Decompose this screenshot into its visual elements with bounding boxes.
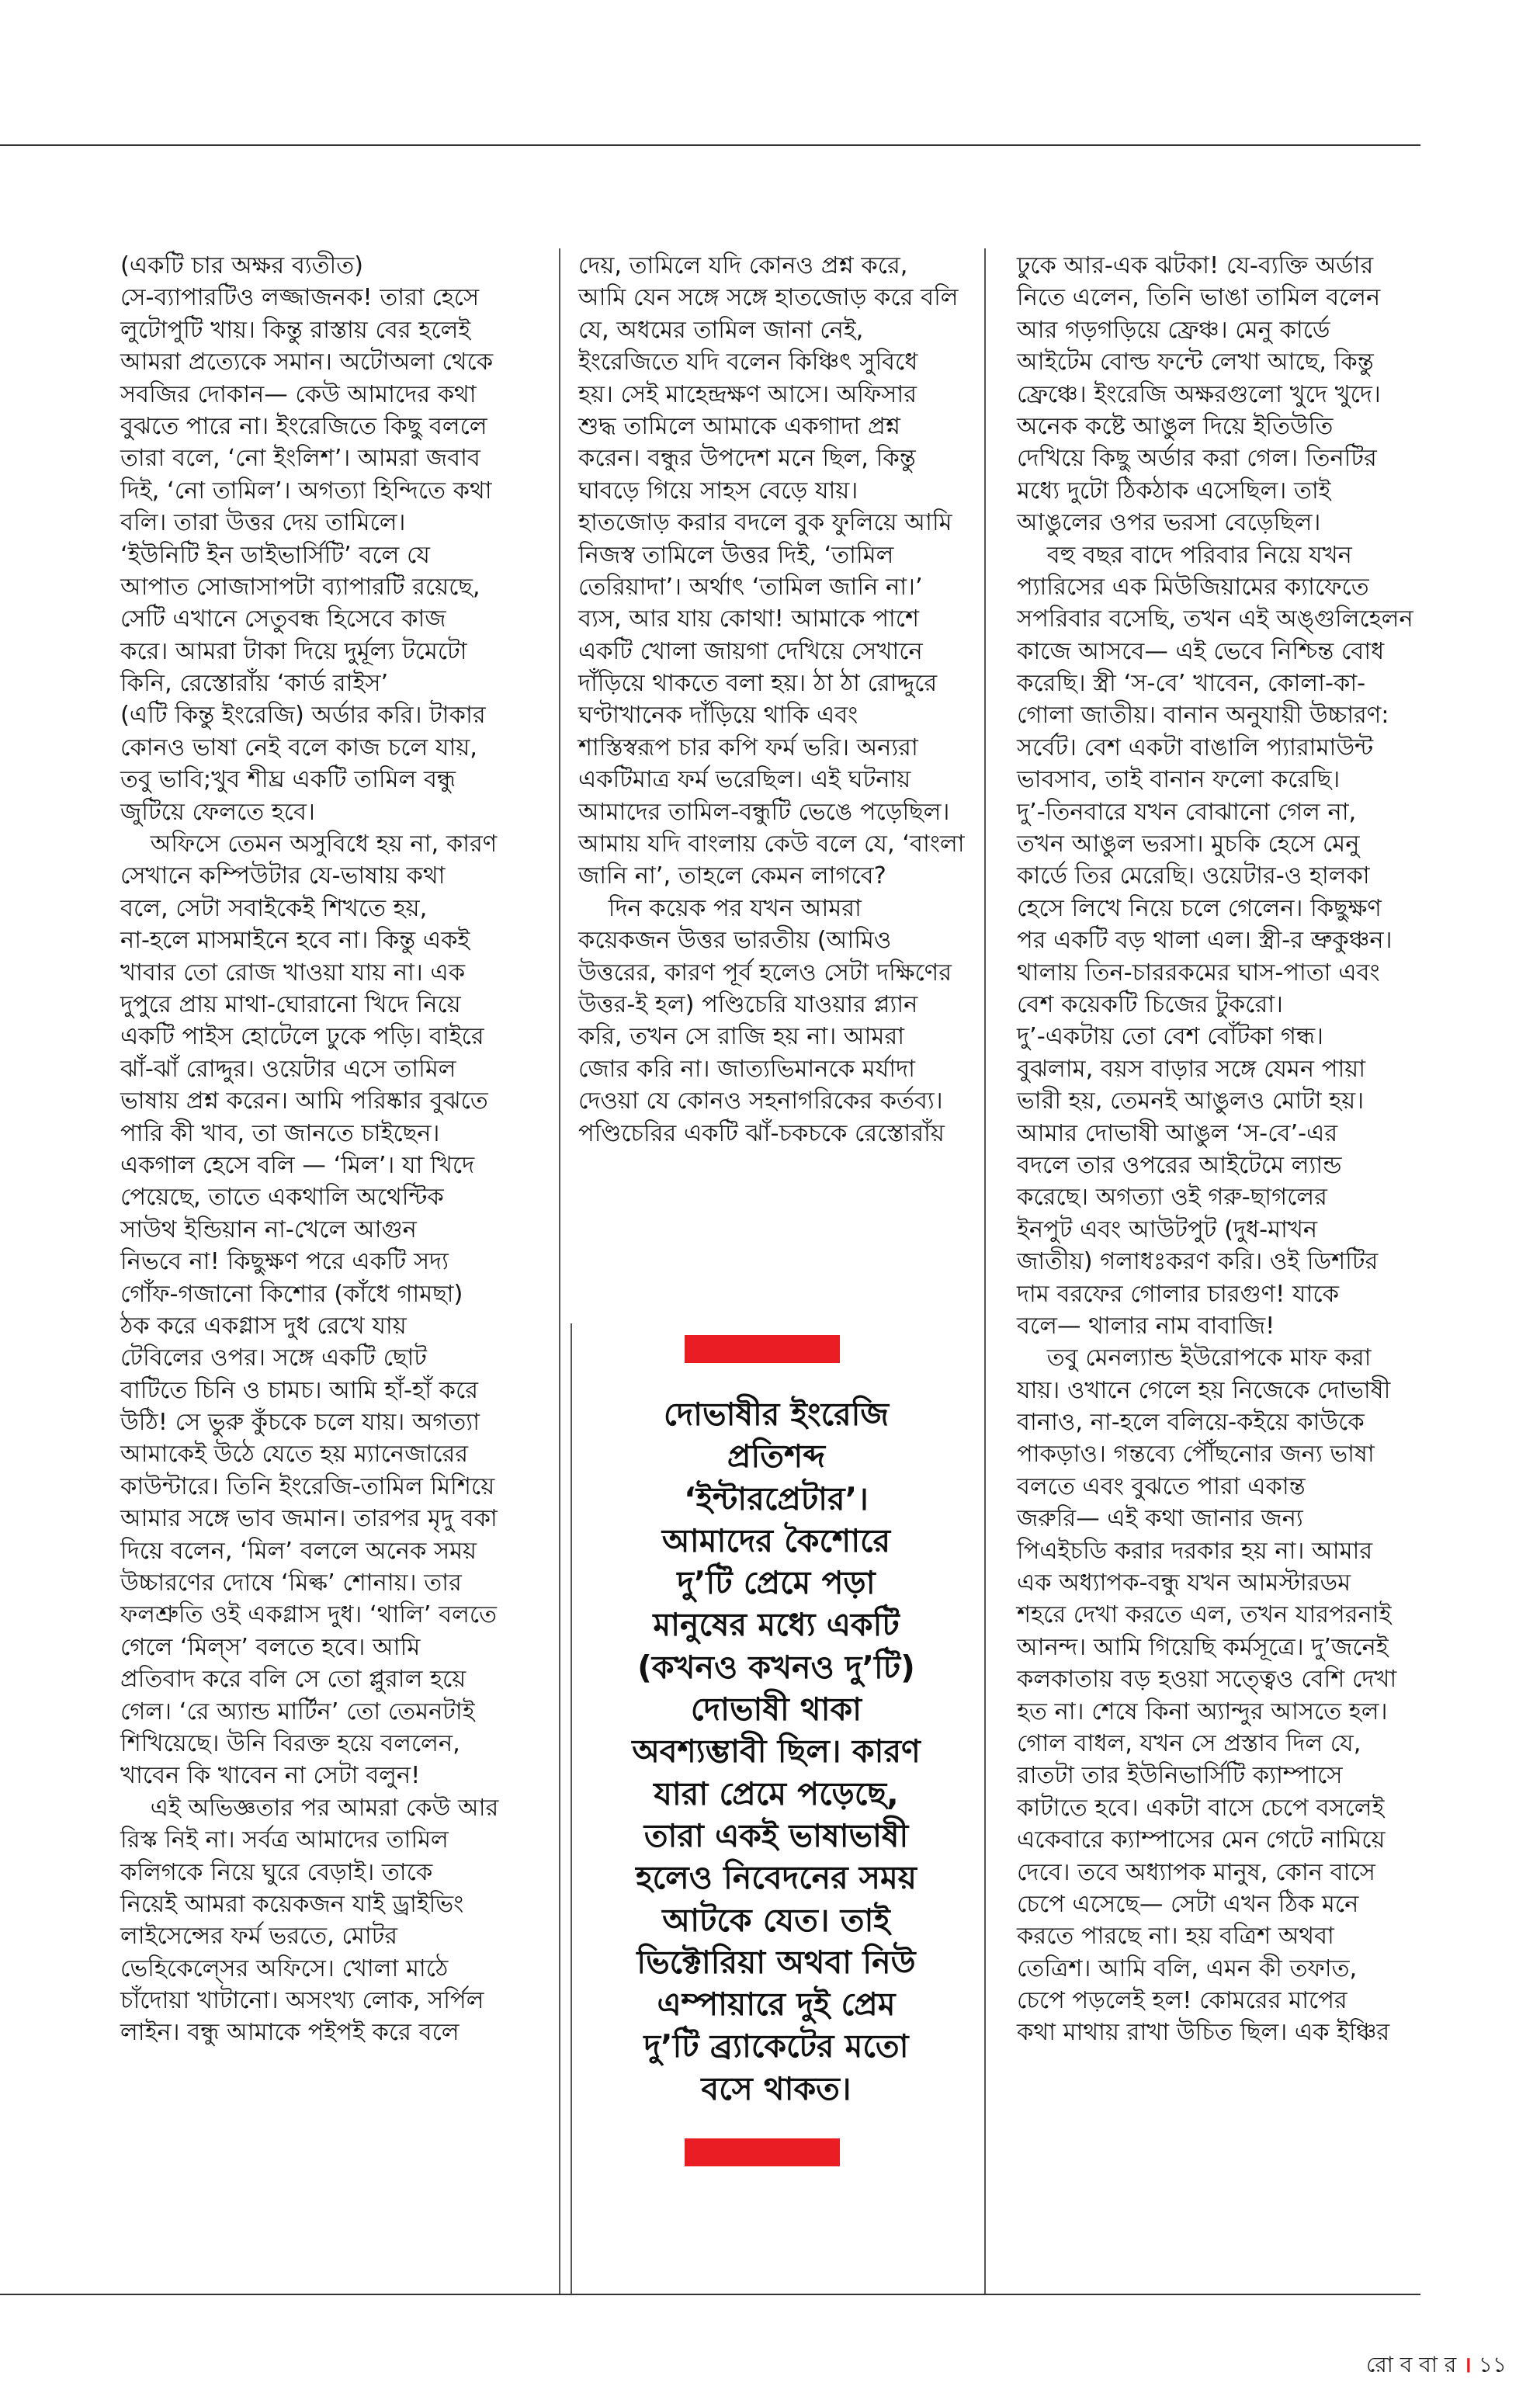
pullquote-bottom-bar — [685, 2138, 840, 2166]
text-line: জানি না’, তাহলে কেমন লাগবে? — [578, 862, 886, 890]
text-line: দিই, ‘নো তামিল’। অগত্যা হিন্দিতে কথা — [120, 477, 492, 505]
text-line: তবু মেনল্যান্ড ইউরোপকে মাফ করা — [1017, 1344, 1372, 1372]
text-line: আপাত সোজাসাপটা ব্যাপারটি রয়েছে, — [120, 573, 480, 601]
text-line: সবজির দোকান— কেউ আমাদের কথা — [120, 380, 477, 408]
text-line: আর গড়গড়িয়ে ফ্রেঞ্চ। মেনু কার্ডে — [1017, 316, 1330, 344]
text-line: দেবে। তবে অধ্যাপক মানুষ, কোন বাসে — [1017, 1858, 1375, 1886]
pullquote-line: ভিক্টোরিয়া অথবা নিউ — [636, 1943, 916, 1981]
text-line: একটিমাত্র ফর্ম ভরেছিল। এই ঘটনায় — [578, 766, 911, 794]
text-line: বলে— থালার নাম বাবাজি! — [1017, 1312, 1275, 1340]
text-line: থালায় তিন-চাররকমের ঘাস-পাতা এবং — [1017, 959, 1380, 987]
text-line: আমার সঙ্গে ভাব জমান। তারপর মৃদু বকা — [120, 1505, 498, 1533]
text-line: সর্বেট। বেশ একটা বাঙালি প্যারামাউন্ট — [1017, 734, 1374, 761]
text-line: দাঁড়িয়ে থাকতে বলা হয়। ঠা ঠা রোদ্দুরে — [578, 670, 938, 698]
text-line: করে। আমরা টাকা দিয়ে দুর্মূল্য টমেটো — [120, 637, 467, 665]
magazine-name: রো ব বা র — [1366, 2352, 1457, 2377]
article-column-2 — [578, 250, 986, 1150]
text-line: করতে পারছে না। হয় বত্রিশ অথবা — [1017, 1923, 1334, 1951]
pullquote-line: তারা একই ভাষাভাষী — [643, 1816, 909, 1854]
page-footer — [1366, 2348, 1507, 2384]
text-line: আনন্দ। আমি গিয়েছি কর্মসূত্রে। দু’জনেই — [1017, 1633, 1389, 1661]
text-line: হেসে লিখে নিয়ে চলে গেলেন। কিছুক্ষণ — [1017, 894, 1382, 922]
text-line: সপরিবার বসেছি, তখন এই অঙ্গুলিহেলন — [1017, 605, 1413, 633]
pullquote-line: দোভাষীর ইংরেজি — [663, 1396, 890, 1433]
text-line: লাইন। বন্ধু আমাকে পইপই করে বলে — [120, 2019, 460, 2047]
text-line: চেপে এসেছে— সেটা এখন ঠিক মনে — [1017, 1890, 1359, 1918]
pullquote-line: যারা প্রেমে পড়েছে, — [654, 1774, 899, 1812]
text-line: করেছি। স্ত্রী ‘স-বে’ খাবেন, কোলা-কা- — [1017, 670, 1366, 698]
pullquote-line: হলেও নিবেদনের সময় — [636, 1859, 917, 1897]
text-line: কথা মাথায় রাখা উচিত ছিল। এক ইঞ্চির — [1017, 2019, 1390, 2047]
text-line: হত না। শেষে কিনা অ্যান্দুর আসতে হল। — [1017, 1698, 1388, 1725]
text-line: দু’-তিনবারে যখন বোঝানো গেল না, — [1017, 798, 1357, 826]
text-line: কয়েকজন উত্তর ভারতীয় (আমিও — [578, 927, 892, 955]
article-column-3 — [1017, 250, 1420, 2049]
text-line: ইনপুট এবং আউটপুট (দুধ-মাখন — [1017, 1216, 1318, 1243]
pullquote-line: দু’টি ব্র্যাকেটের মতো — [643, 2027, 909, 2065]
text-line: একেবারে ক্যাম্পাসের মেন গেটে নামিয়ে — [1017, 1826, 1386, 1854]
text-line: হাতজোড় করার বদলে বুক ফুলিয়ে আমি — [578, 509, 952, 537]
text-line: রিস্ক নিই না। সর্বত্র আমাদের তামিল — [120, 1826, 449, 1854]
text-line: জরুরি— এই কথা জানার জন্য — [1017, 1505, 1303, 1533]
text-line: বানাও, না-হলে বলিয়ে-কইয়ে কাউকে — [1017, 1409, 1365, 1437]
text-line: বদলে তার ওপরের আইটেমে ল্যান্ড — [1017, 1151, 1342, 1179]
text-line: পাকড়াও। গন্তব্যে পৌঁছনোর জন্য ভাষা — [1017, 1441, 1375, 1469]
text-line: কলিগকে নিয়ে ঘুরে বেড়াই। তাকে — [120, 1858, 433, 1886]
text-line: আমি যেন সঙ্গে সঙ্গে হাতজোড় করে বলি — [578, 284, 959, 312]
text-line: বলতে এবং বুঝতে পারা একান্ত — [1017, 1472, 1306, 1500]
text-line: খাবার তো রোজ খাওয়া যায় না। এক — [120, 959, 466, 987]
pullquote-line: আমাদের কৈশোরে — [661, 1521, 891, 1559]
footer-separator: । — [1463, 2352, 1472, 2377]
article-column-1 — [120, 250, 539, 2049]
text-line: চেপে পড়লেই হল! কোমরের মাপের — [1017, 1987, 1348, 2015]
text-line: বাটিতে চিনি ও চামচ। আমি হাঁ-হাঁ করে — [120, 1376, 478, 1404]
text-line: কাজে আসবে— এই ভেবে নিশ্চিন্ত বোধ — [1017, 637, 1385, 665]
text-line: দিয়ে বলেন, ‘মিল’ বললে অনেক সময় — [120, 1537, 477, 1565]
pullquote-line: প্রতিশব্দ — [727, 1438, 826, 1476]
text-line: ঠক করে একগ্লাস দুধ রেখে যায় — [120, 1312, 407, 1340]
text-line: একটি পাইস হোটেলে ঢুকে পড়ি। বাইরে — [120, 1023, 484, 1051]
text-line: সে-ব্যাপারটিও লজ্জাজনক! তারা হেসে — [120, 284, 480, 312]
text-line: শিখিয়েছে। উনি বিরক্ত হয়ে বললেন, — [120, 1729, 460, 1757]
page-number: ১১ — [1478, 2352, 1507, 2377]
text-line: ভাবসাব, তাই বানান ফলো করেছি। — [1017, 766, 1341, 794]
text-line: ঘাবড়ে গিয়ে সাহস বেড়ে যায়। — [578, 477, 858, 505]
text-line: চাঁদোয়া খাটানো। অসংখ্য লোক, সর্পিল — [120, 1987, 484, 2015]
text-line: তেত্রিশ। আমি বলি, এমন কী তফাত, — [1017, 1954, 1358, 1982]
text-line: দেওয়া যে কোনও সহনাগরিকের কর্তব্য। — [578, 1087, 943, 1115]
text-line: ফলশ্রুতি ওই একগ্লাস দুধ। ‘থালি’ বলতে — [120, 1601, 497, 1629]
text-line: শাস্তিস্বরূপ চার কপি ফর্ম ভরি। অন্যরা — [578, 734, 918, 761]
text-line: ঢুকে আর-এক ঝটকা! যে-ব্যক্তি অর্ডার — [1017, 252, 1374, 279]
text-line: করেছে। অগত্যা ওই গরু-ছাগলের — [1017, 1184, 1327, 1212]
top-rule — [0, 144, 1420, 146]
text-line: আমাকেই উঠে যেতে হয় ম্যানেজারের — [120, 1441, 469, 1469]
text-line: দেখিয়ে কিছু অর্ডার করা গেল। তিনটির — [1017, 445, 1377, 473]
text-line: সাউথ ইন্ডিয়ান না-খেলে আগুন — [120, 1216, 417, 1243]
text-line: শহরে দেখা করতে এল, তখন যারপরনাই — [1017, 1601, 1392, 1629]
pullquote-line: ‘ইন্টারপ্রেটার’। — [684, 1479, 869, 1517]
text-line: প্যারিসের এক মিউজিয়ামের ক্যাফেতে — [1017, 573, 1369, 601]
text-line: নিয়েই আমরা কয়েকজন যাই ড্রাইভিং — [120, 1890, 464, 1918]
text-line: দুপুরে প্রায় মাথা-ঘোরানো খিদে নিয়ে — [120, 990, 461, 1018]
text-line: গেল। ‘রে অ্যান্ড মার্টিন’ তো তেমনটাই — [120, 1698, 475, 1725]
text-line: কোনও ভাষা নেই বলে কাজ চলে যায়, — [120, 734, 478, 761]
text-line: যে, অধমের তামিল জানা নেই, — [578, 316, 864, 344]
text-line: নিজস্ব তামিলে উত্তর দিই, ‘তামিল — [578, 541, 894, 569]
text-line: তারা বলে, ‘নো ইংলিশ’। আমরা জবাব — [120, 445, 480, 473]
text-line: বলি। তারা উত্তর দেয় তামিলে। — [120, 509, 406, 537]
text-line: ‘ইউনিটি ইন ডাইভার্সিটি’ বলে যে — [120, 541, 430, 569]
text-line: ব্যস, আর যায় কোথা! আমাকে পাশে — [578, 605, 920, 633]
text-line: ভেহিকেল্সের অফিসে। খোলা মাঠে — [120, 1954, 449, 1982]
text-line: হয়। সেই মাহেন্দ্রক্ষণ আসে। অফিসার — [578, 380, 917, 408]
text-line: বুঝলাম, বয়স বাড়ার সঙ্গে যেমন পায়া — [1017, 1055, 1366, 1083]
bottom-rule — [0, 2294, 1420, 2295]
text-line: দেয়, তামিলে যদি কোনও প্রশ্ন করে, — [578, 252, 908, 279]
text-line: জাতীয়) গলাধঃকরণ করি। ওই ডিশটির — [1017, 1248, 1379, 1276]
text-line: খাবেন কি খাবেন না সেটা বলুন! — [120, 1762, 421, 1790]
text-line: পেয়েছে, তাতে একথালি অথেন্টিক — [120, 1184, 444, 1212]
text-line: লুটোপুটি খায়। কিন্তু রাস্তায় বের হলেই — [120, 316, 471, 344]
text-line: রাতটা তার ইউনিভার্সিটি ক্যাম্পাসে — [1017, 1762, 1343, 1790]
column-divider-1 — [559, 248, 560, 2294]
text-line: ঝাঁ-ঝাঁ রোদ্দুর। ওয়েটার এসে তামিল — [120, 1055, 456, 1083]
text-line: ভারী হয়, তেমনই আঙুলও মোটা হয়। — [1017, 1087, 1365, 1115]
text-line: কাউন্টারে। তিনি ইংরেজি-তামিল মিশিয়ে — [120, 1472, 495, 1500]
text-line: উঠি! সে ভুরু কুঁচকে চলে যায়। অগত্যা — [120, 1409, 480, 1437]
text-line: আইটেম বোল্ড ফন্টে লেখা আছে, কিন্তু — [1017, 349, 1374, 376]
text-line: কলকাতায় বড় হওয়া সত্ত্বেও বেশি দেখা — [1017, 1666, 1397, 1694]
text-line: আঙুলের ওপর ভরসা বেড়েছিল। — [1017, 509, 1321, 537]
text-line: অফিসে তেমন অসুবিধে হয় না, কারণ — [120, 831, 498, 858]
pullquote-line: (কখনও কখনও দু’টি) — [637, 1648, 915, 1686]
text-line: জোর করি না। জাত্যভিমানকে মর্যাদা — [578, 1055, 915, 1083]
text-line: লাইসেন্সের ফর্ম ভরতে, মোটর — [120, 1923, 398, 1951]
text-line: গেলে ‘মিল্স’ বলতে হবে। আমি — [120, 1633, 421, 1661]
text-line: বলে, সেটা সবাইকেই শিখতে হয়, — [120, 894, 428, 922]
pullquote-line: অবশ্যম্ভাবী ছিল। কারণ — [632, 1732, 921, 1770]
text-line: ইংরেজিতে যদি বলেন কিঞ্চিৎ সুবিধে — [578, 349, 918, 376]
text-line: পারি কী খাব, তা জানতে চাইছেন। — [120, 1119, 440, 1147]
text-line: আমার দোভাষী আঙুল ‘স-বে’-এর — [1017, 1119, 1338, 1147]
text-line: অনেক কষ্টে আঙুল দিয়ে ইতিউতি — [1017, 412, 1334, 440]
text-line: পর একটি বড় থালা এল। স্ত্রী-র ভ্রুকুঞ্চন। — [1017, 927, 1393, 955]
text-line: শুদ্ধ তামিলে আমাকে একগাদা প্রশ্ন — [578, 412, 900, 440]
text-line: এক অধ্যাপক-বন্ধু যখন আমস্টারডম — [1017, 1569, 1351, 1597]
text-line: বেশ কয়েকটি চিজের টুকরো। — [1017, 990, 1283, 1018]
text-line: কাটাতে হবে। একটা বাসে চেপে বসলেই — [1017, 1794, 1385, 1822]
text-line: সেটি এখানে সেতুবন্ধ হিসেবে কাজ — [120, 605, 446, 633]
pullquote-line: এম্পায়ারে দুই প্রেম — [657, 1985, 896, 2024]
text-line: তখন আঙুল ভরসা। মুচকি হেসে মেনু — [1017, 831, 1360, 858]
text-line: তেরিয়াদা’। অর্থাৎ ‘তামিল জানি না।’ — [578, 573, 923, 601]
text-line: নিতে এলেন, তিনি ভাঙা তামিল বলেন — [1017, 284, 1381, 312]
text-line: একগাল হেসে বলি — ‘মিল’। যা খিদে — [120, 1151, 475, 1179]
text-line: (একটি চার অক্ষর ব্যতীত) — [120, 252, 364, 279]
text-line: গোল বাধল, যখন সে প্রস্তাব দিল যে, — [1017, 1729, 1361, 1757]
text-line: না-হলে মাসমাইনে হবে না। কিন্তু একই — [120, 927, 470, 955]
text-line: পণ্ডিচেরির একটি ঝাঁ-চকচকে রেস্তোরাঁয় — [578, 1119, 945, 1147]
text-line: আমায় যদি বাংলায় কেউ বলে যে, ‘বাংলা — [578, 831, 965, 858]
text-line: টেবিলের ওপর। সঙ্গে একটি ছোট — [120, 1344, 427, 1372]
text-line: একটি খোলা জায়গা দেখিয়ে সেখানে — [578, 637, 923, 665]
text-line: বুঝতে পারে না। ইংরেজিতে কিছু বললে — [120, 412, 487, 440]
text-line: বহু বছর বাদে পরিবার নিয়ে যখন — [1017, 541, 1352, 569]
pullquote-line: আটকে যেত। তাই — [662, 1901, 890, 1939]
text-line: উত্তর-ই হল) পণ্ডিচেরি যাওয়ার প্ল্যান — [578, 990, 918, 1018]
text-line: গোঁফ-গজানো কিশোর (কাঁধে গামছা) — [120, 1280, 463, 1308]
text-line: ফ্রেঞ্চে। ইংরেজি অক্ষরগুলো খুদে খুদে। — [1017, 380, 1381, 408]
text-line: করি, তখন সে রাজি হয় না। আমরা — [578, 1023, 905, 1051]
text-line: এই অভিজ্ঞতার পর আমরা কেউ আর — [120, 1794, 499, 1822]
pullquote-top-bar — [685, 1335, 840, 1363]
text-line: সেখানে কম্পিউটার যে-ভাষায় কথা — [120, 862, 446, 890]
text-line: পিএইচডি করার দরকার হয় না। আমার — [1017, 1537, 1373, 1565]
pullquote-line: দোভাষী থাকা — [690, 1691, 862, 1729]
pullquote-line: মানুষের মধ্যে একটি — [653, 1606, 900, 1644]
text-line: দিন কয়েক পর যখন আমরা — [578, 894, 862, 922]
text-line: দু’-একটায় তো বেশ বোঁটকা গন্ধ। — [1017, 1023, 1324, 1051]
text-line: ঘণ্টাখানেক দাঁড়িয়ে থাকি এবং — [578, 702, 858, 730]
text-line: নিভবে না! কিছুক্ষণ পরে একটি সদ্য — [120, 1248, 449, 1276]
text-line: দাম বরফের গোলার চারগুণ! যাকে — [1017, 1280, 1340, 1308]
text-line: কার্ডে তির মেরেছি। ওয়েটার-ও হালকা — [1017, 862, 1370, 890]
text-line: উত্তরের, কারণ পূর্ব হলেও সেটা দক্ষিণের — [578, 959, 952, 987]
text-line: উচ্চারণের দোষে ‘মিল্ক’ শোনায়। তার — [120, 1569, 462, 1597]
text-line: কিনি, রেস্তোরাঁয় ‘কার্ড রাইস’ — [120, 670, 389, 698]
text-line: যায়। ওখানে গেলে হয় নিজেকে দোভাষী — [1017, 1376, 1391, 1404]
pullquote-line: বসে থাকত। — [701, 2069, 852, 2107]
text-line: তবু ভাবি;খুব শীঘ্র একটি তামিল বন্ধু — [120, 766, 456, 794]
text-line: আমাদের তামিল-বন্ধুটি ভেঙে পড়েছিল। — [578, 798, 950, 826]
quote-box-left-border — [571, 1323, 572, 2294]
text-line: আমরা প্রত্যেকে সমান। অটোঅলা থেকে — [120, 349, 494, 376]
pullquote — [588, 1393, 964, 2110]
pullquote-line: দু’টি প্রেমে পড়া — [677, 1564, 876, 1602]
text-line: গোলা জাতীয়। বানান অনুযায়ী উচ্চারণ: — [1017, 702, 1389, 730]
text-line: প্রতিবাদ করে বলি সে তো প্লুরাল হয়ে — [120, 1666, 467, 1694]
text-line: মধ্যে দুটো ঠিকঠাক এসেছিল। তাই — [1017, 477, 1331, 505]
text-line: করেন। বন্ধুর উপদেশ মনে ছিল, কিন্তু — [578, 445, 916, 473]
text-line: ভাষায় প্রশ্ন করেন। আমি পরিষ্কার বুঝতে — [120, 1087, 488, 1115]
text-line: জুটিয়ে ফেলতে হবে। — [120, 798, 315, 826]
text-line: (এটি কিন্তু ইংরেজি) অর্ডার করি। টাকার — [120, 702, 486, 730]
